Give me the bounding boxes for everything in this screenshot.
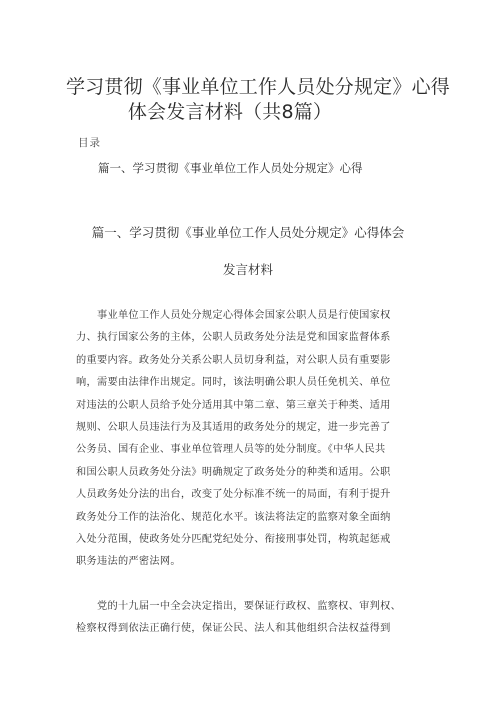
document-title-line-2: 体会发言材料（共8篇） xyxy=(127,101,333,123)
paragraph-line: 响，需要由法律作出规定。同时，该法明确公职人员任免机关、单位 xyxy=(76,377,391,389)
paragraph-line: 公务员、国有企业、事业单位管理人员等的处分制度。《中华人民共 xyxy=(76,444,386,456)
paragraph-line: 党的十九届一中全会决定指出，要保证行政权、监察权、审判权、 xyxy=(76,601,402,612)
paragraph-line: 检察权得到依法正确行使，保证公民、法人和其他组织合法权益得到 xyxy=(76,623,391,635)
paragraph-line: 规则、公职人员违法行为及其适用的政务处分的规定，进一步完善了 xyxy=(76,422,391,434)
paragraph-line: 事业单位工作人员处分规定心得体会国家公职人员是行使国家权 xyxy=(76,310,391,321)
toc-label: 目录 xyxy=(78,137,101,149)
article-title-line-1: 篇一、学习贯彻《事业单位工作人员处分规定》心得体会 xyxy=(91,225,405,240)
article-title-line-2: 发言材料 xyxy=(222,262,273,277)
paragraph-line: 入处分范围，使政务处分匹配党纪处分、衔接刑事处罚，构筑起惩戒 xyxy=(76,534,391,546)
body-paragraph-2 xyxy=(76,596,436,641)
document-title-line-1: 学习贯彻《事业单位工作人员处分规定》心得 xyxy=(65,76,450,98)
body-paragraph-1 xyxy=(76,305,436,574)
paragraph-line: 力、执行国家公务的主体，公职人员政务处分法是党和国家监督体系 xyxy=(76,332,391,344)
paragraph-line: 职务违法的严密法网。 xyxy=(76,556,181,568)
paragraph-line: 对违法的公职人员给予处分适用其中第二章、第三章关于种类、适用 xyxy=(76,399,391,411)
paragraph-line: 和国公职人员政务处分法》明确规定了政务处分的种类和适用。公职 xyxy=(76,466,391,478)
paragraph-line: 的重要内容。政务处分关系公职人员切身利益，对公职人员有重要影 xyxy=(76,354,391,366)
paragraph-line: 人员政务处分法的出台，改变了处分标准不统一的局面，有利于提升 xyxy=(76,489,391,501)
paragraph-line: 政务处分工作的法治化、规范化水平。该法将法定的监察对象全面纳 xyxy=(76,511,391,523)
toc-item[interactable]: 篇一、学习贯彻《事业单位工作人员处分规定》心得 xyxy=(98,161,363,175)
